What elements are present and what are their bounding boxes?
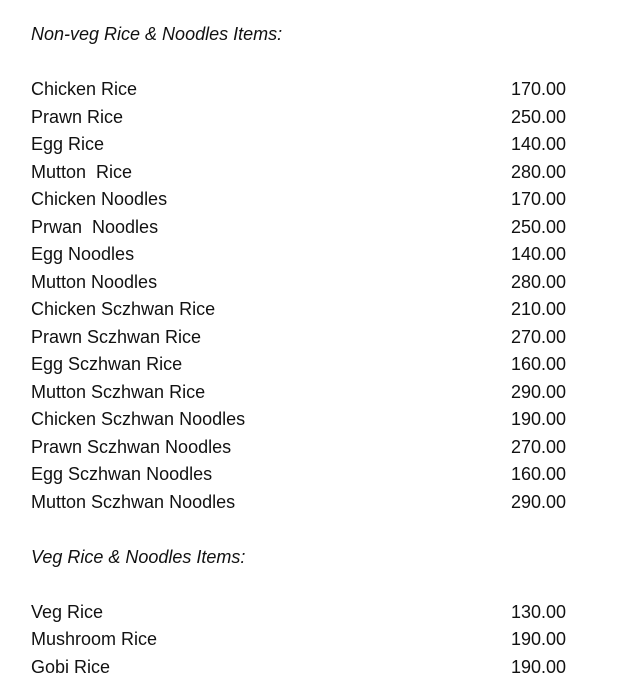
menu-item-price: 280.00 <box>510 271 566 292</box>
menu-item-name: Chicken Noodles <box>31 189 168 209</box>
menu-item-price: 250.00 <box>510 106 566 127</box>
menu-item <box>31 296 566 324</box>
menu-item-price: 250.00 <box>510 216 566 237</box>
menu-item <box>31 654 566 682</box>
menu-item <box>31 186 566 214</box>
menu-item-name: Mutton Rice <box>31 161 133 182</box>
menu-item-price: 270.00 <box>510 326 566 347</box>
menu-item-name: Prwan Noodles <box>31 216 159 237</box>
menu-item-price: 160.00 <box>510 354 566 374</box>
menu-item-name: Prawn Rice <box>31 106 124 127</box>
menu-item <box>31 214 566 242</box>
menu-item-name: Chicken Rice <box>31 79 138 99</box>
menu-item <box>31 599 566 627</box>
section-spacer <box>31 516 642 544</box>
menu-item <box>31 131 566 159</box>
menu-item <box>31 269 566 297</box>
menu-item <box>31 76 566 104</box>
menu-item-name: Chicken Sczhwan Noodles <box>31 409 246 429</box>
section-heading: Veg Rice & Noodles Items: <box>31 546 246 567</box>
menu-item-price: 190.00 <box>510 409 566 429</box>
menu-item <box>31 104 566 132</box>
non-veg-section <box>31 21 642 516</box>
menu-item-price: 190.00 <box>510 629 566 649</box>
menu-item-price: 160.00 <box>510 464 566 484</box>
menu-item-name: Mutton Sczhwan Noodles <box>31 491 236 512</box>
menu-item-name: Gobi Rice <box>31 656 111 677</box>
menu-item-name: Egg Sczhwan Noodles <box>31 464 213 484</box>
menu-item <box>31 626 566 654</box>
menu-item <box>31 489 566 517</box>
menu-item-name: Chicken Sczhwan Rice <box>31 299 216 319</box>
menu-item <box>31 406 566 434</box>
veg-section <box>31 544 642 682</box>
menu-item-price: 140.00 <box>510 244 566 264</box>
menu-item-price: 290.00 <box>510 491 566 512</box>
menu-item-price: 210.00 <box>510 299 566 319</box>
menu-item-price: 190.00 <box>510 656 566 677</box>
menu-item-name: Mushroom Rice <box>31 629 158 649</box>
menu-item-name: Egg Rice <box>31 134 105 154</box>
menu-item <box>31 379 566 407</box>
menu-item-price: 290.00 <box>510 381 566 402</box>
menu-item-name: Prawn Sczhwan Rice <box>31 326 202 347</box>
menu-item <box>31 461 566 489</box>
menu-item-name: Veg Rice <box>31 601 104 622</box>
menu-item <box>31 241 566 269</box>
menu-item-price: 270.00 <box>510 436 566 457</box>
menu-item-name: Mutton Noodles <box>31 271 158 292</box>
menu-item-name: Mutton Sczhwan Rice <box>31 381 206 402</box>
menu-item-name: Egg Noodles <box>31 244 135 264</box>
menu-item-price: 130.00 <box>510 601 566 622</box>
section-heading: Non-veg Rice & Noodles Items: <box>31 24 283 44</box>
menu-item-price: 140.00 <box>510 134 566 154</box>
menu-item <box>31 324 566 352</box>
menu-item <box>31 351 566 379</box>
menu-item-price: 170.00 <box>510 79 566 99</box>
menu-item-name: Egg Sczhwan Rice <box>31 354 183 374</box>
menu-item <box>31 159 566 187</box>
menu-item-price: 170.00 <box>510 189 566 209</box>
menu-item <box>31 434 566 462</box>
menu-item-price: 280.00 <box>510 161 566 182</box>
menu-item-name: Prawn Sczhwan Noodles <box>31 436 232 457</box>
